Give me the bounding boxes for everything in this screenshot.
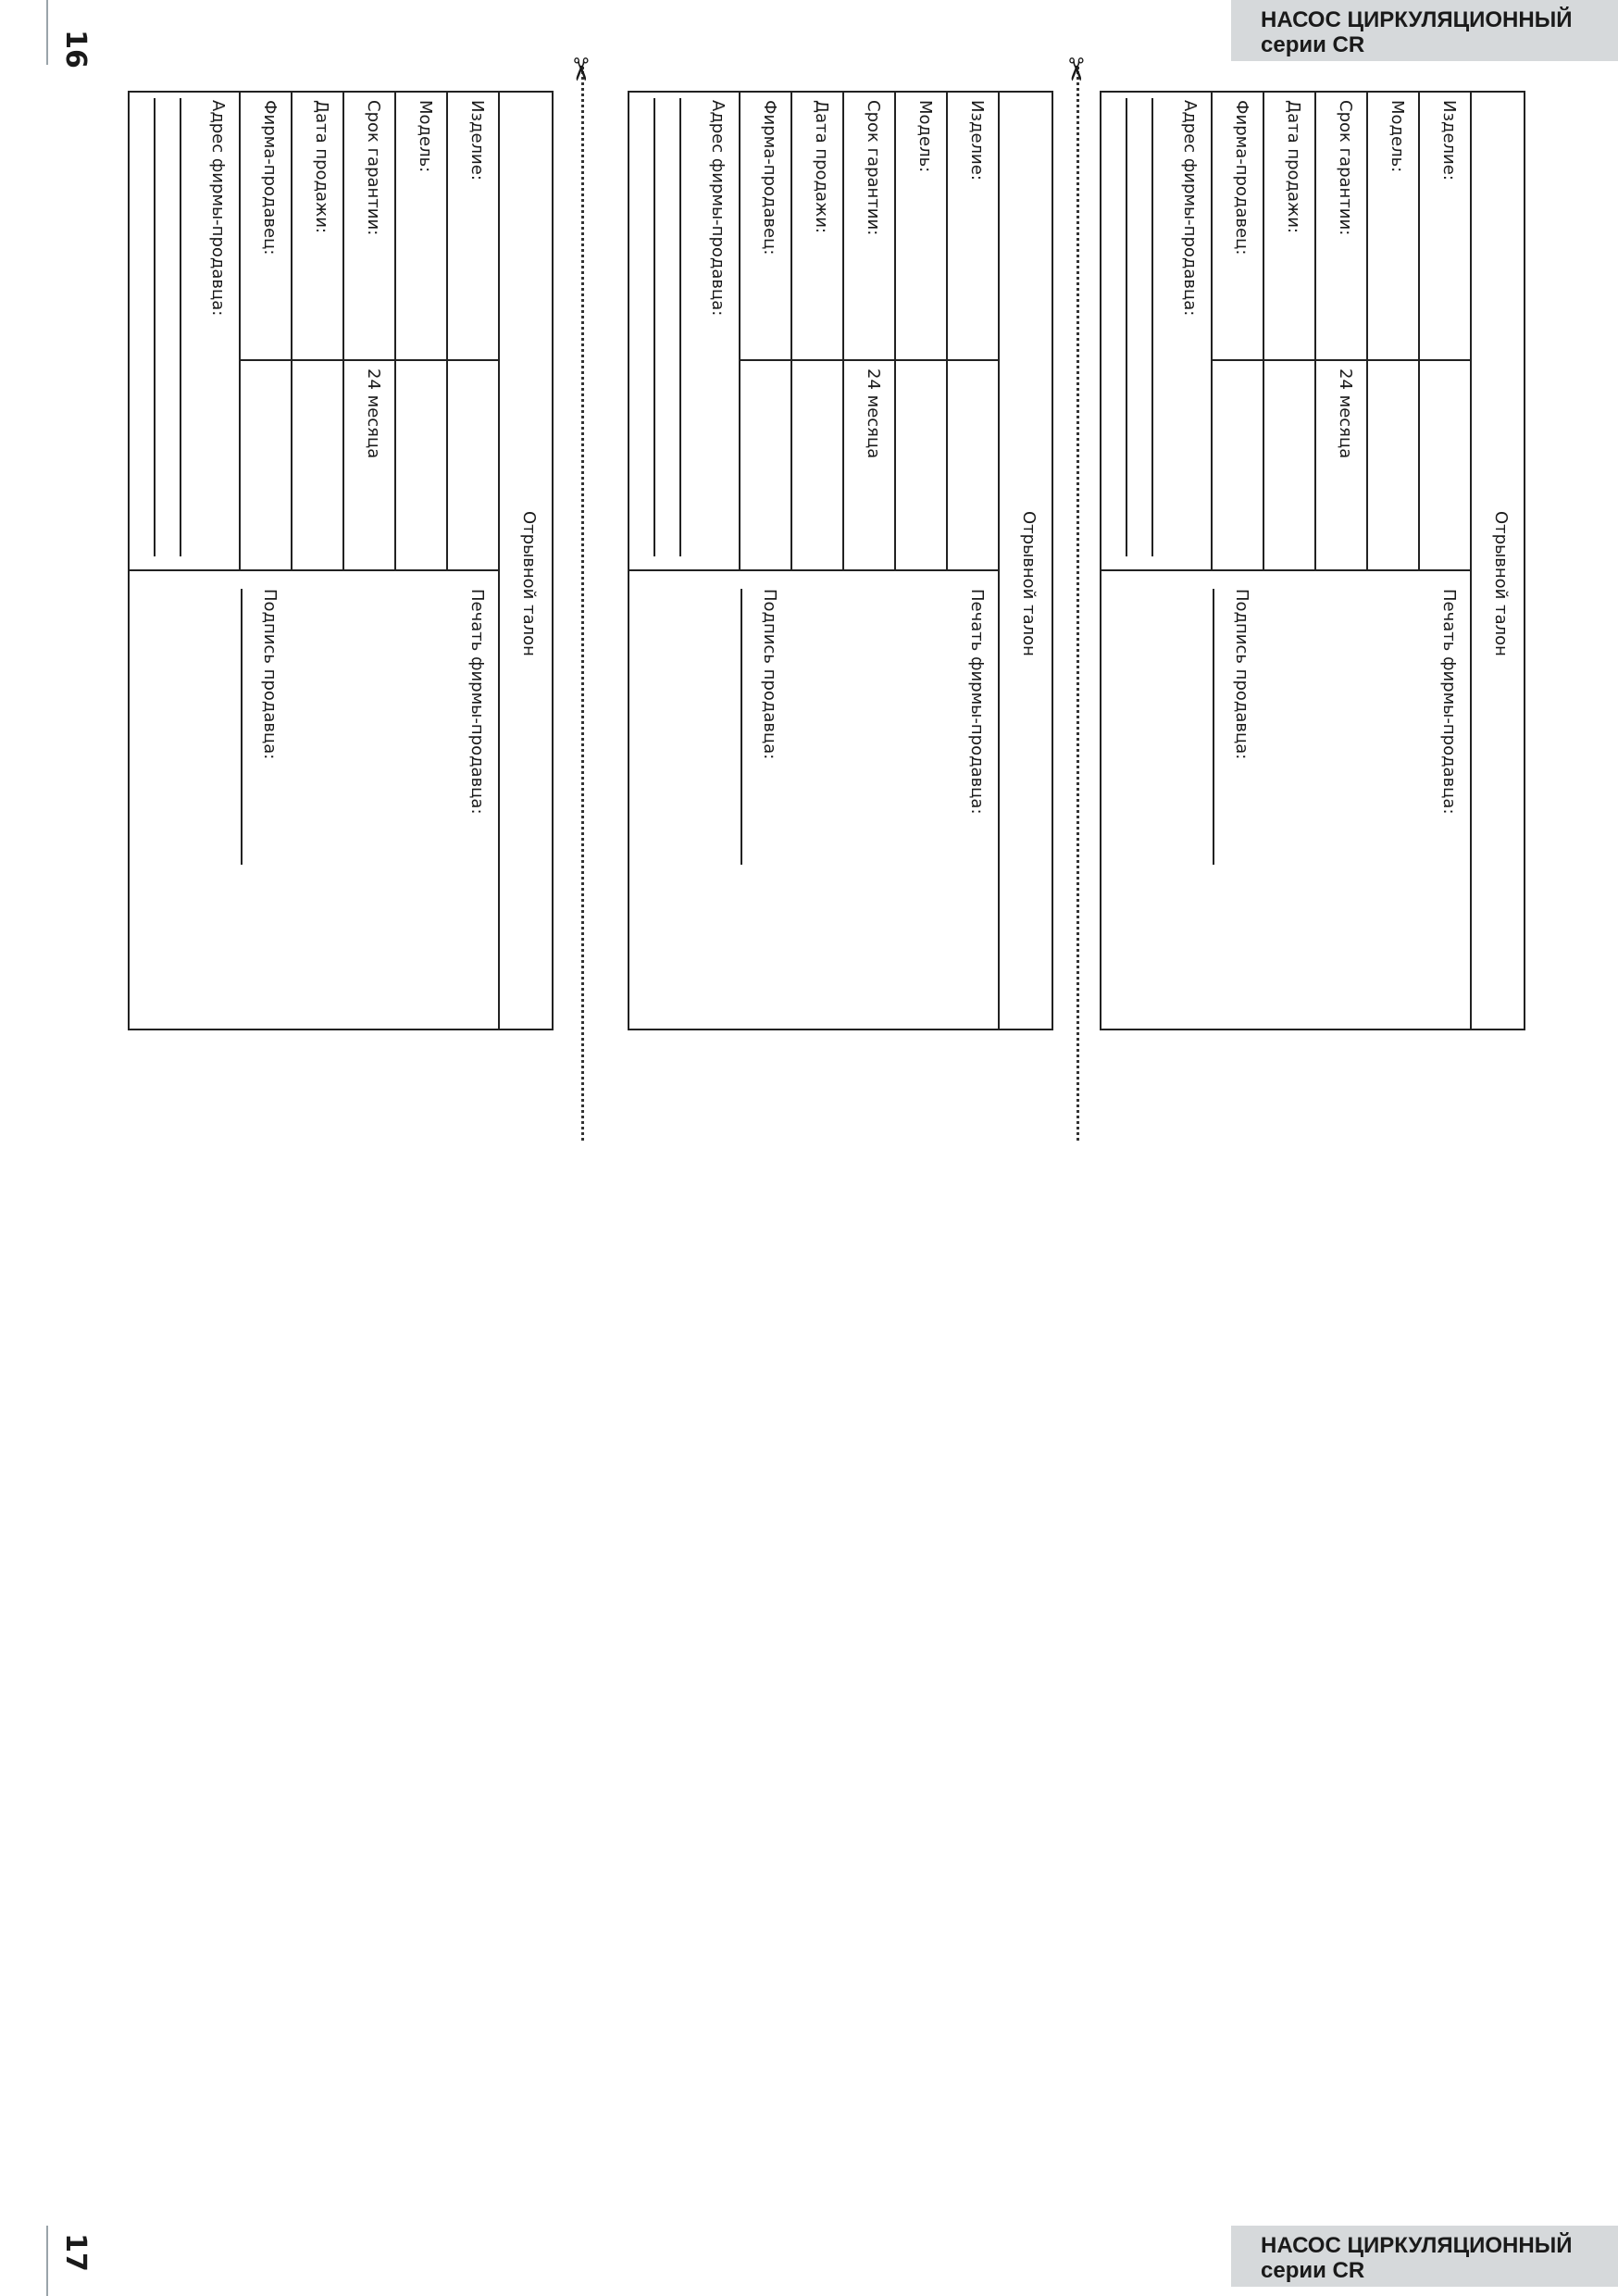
- field-label: Изделие:: [1439, 100, 1459, 181]
- header-subtitle: серии CR: [1261, 2258, 1365, 2283]
- address-line: [653, 98, 655, 556]
- warranty-value: 24 месяца: [364, 368, 383, 459]
- page-header-bottom: [1231, 2226, 1618, 2287]
- coupon-title: Отрывной талон: [1019, 511, 1039, 656]
- field-label: Фирма-продавец:: [260, 100, 280, 256]
- table-bottom-line: [629, 569, 998, 571]
- table-bottom-line: [130, 569, 498, 571]
- field-label: Дата продажи:: [312, 100, 331, 233]
- page-number-bottom: 17: [58, 2233, 92, 2272]
- row-divider: [1314, 93, 1316, 569]
- stamp-label: Печать фирмы-продавца:: [1439, 589, 1459, 815]
- header-title: НАСОС ЦИРКУЛЯЦИОННЫЙ: [1261, 2233, 1573, 2258]
- row-divider: [1418, 93, 1420, 569]
- stamp-label: Печать фирмы-продавца:: [467, 589, 487, 815]
- scissors-icon: ✂: [561, 56, 599, 83]
- page-edge-line-bottom: [46, 2226, 48, 2296]
- cut-line: [1077, 67, 1079, 1141]
- cut-line: [581, 67, 584, 1141]
- field-label: Модель:: [915, 100, 935, 173]
- address-line: [679, 98, 681, 556]
- signature-line: [741, 589, 742, 865]
- field-label: Срок гарантии:: [1336, 100, 1355, 236]
- field-label: Модель:: [416, 100, 435, 173]
- row-divider: [239, 93, 241, 569]
- header-subtitle: серии CR: [1261, 32, 1365, 57]
- field-label: Фирма-продавец:: [760, 100, 779, 256]
- address-line: [1126, 98, 1127, 556]
- row-divider: [1263, 93, 1264, 569]
- stamp-label: Печать фирмы-продавца:: [967, 589, 987, 815]
- signature-label: Подпись продавца:: [1232, 589, 1251, 760]
- coupon-1: [1100, 91, 1525, 1030]
- signature-line: [1213, 589, 1214, 865]
- row-divider: [1366, 93, 1368, 569]
- row-divider: [946, 93, 948, 569]
- row-divider: [342, 93, 344, 569]
- coupon-2: [628, 91, 1053, 1030]
- field-label: Адрес фирмы-продавца:: [1180, 100, 1200, 317]
- page-edge-line-top: [46, 0, 48, 65]
- page-number-top: 16: [58, 30, 92, 69]
- title-column-divider: [998, 93, 1000, 1029]
- cell-split-line: [739, 359, 998, 361]
- address-line: [180, 98, 181, 556]
- row-divider: [739, 93, 741, 569]
- table-bottom-line: [1101, 569, 1470, 571]
- field-label: Дата продажи:: [812, 100, 831, 233]
- page-header-top: [1231, 0, 1618, 61]
- field-label: Модель:: [1388, 100, 1407, 173]
- coupon-title: Отрывной талон: [1491, 511, 1511, 656]
- coupon-title: Отрывной талон: [519, 511, 539, 656]
- cell-split-line: [1211, 359, 1470, 361]
- field-label: Адрес фирмы-продавца:: [708, 100, 728, 317]
- row-divider: [790, 93, 792, 569]
- row-divider: [291, 93, 292, 569]
- field-label: Фирма-продавец:: [1232, 100, 1251, 256]
- row-divider: [842, 93, 844, 569]
- warranty-value: 24 месяца: [864, 368, 883, 459]
- field-label: Срок гарантии:: [364, 100, 383, 236]
- field-label: Изделие:: [467, 100, 487, 181]
- title-column-divider: [1470, 93, 1472, 1029]
- signature-line: [241, 589, 243, 865]
- signature-label: Подпись продавца:: [760, 589, 779, 760]
- field-label: Изделие:: [967, 100, 987, 181]
- address-line: [1151, 98, 1153, 556]
- cell-split-line: [239, 359, 498, 361]
- title-column-divider: [498, 93, 500, 1029]
- row-divider: [394, 93, 396, 569]
- address-line: [154, 98, 156, 556]
- scissors-icon: ✂: [1056, 56, 1094, 83]
- header-title: НАСОС ЦИРКУЛЯЦИОННЫЙ: [1261, 7, 1573, 32]
- coupon-3: [128, 91, 554, 1030]
- warranty-value: 24 месяца: [1336, 368, 1355, 459]
- field-label: Дата продажи:: [1284, 100, 1303, 233]
- row-divider: [446, 93, 448, 569]
- row-divider: [1211, 93, 1213, 569]
- field-label: Срок гарантии:: [864, 100, 883, 236]
- signature-label: Подпись продавца:: [260, 589, 280, 760]
- row-divider: [894, 93, 896, 569]
- field-label: Адрес фирмы-продавца:: [208, 100, 228, 317]
